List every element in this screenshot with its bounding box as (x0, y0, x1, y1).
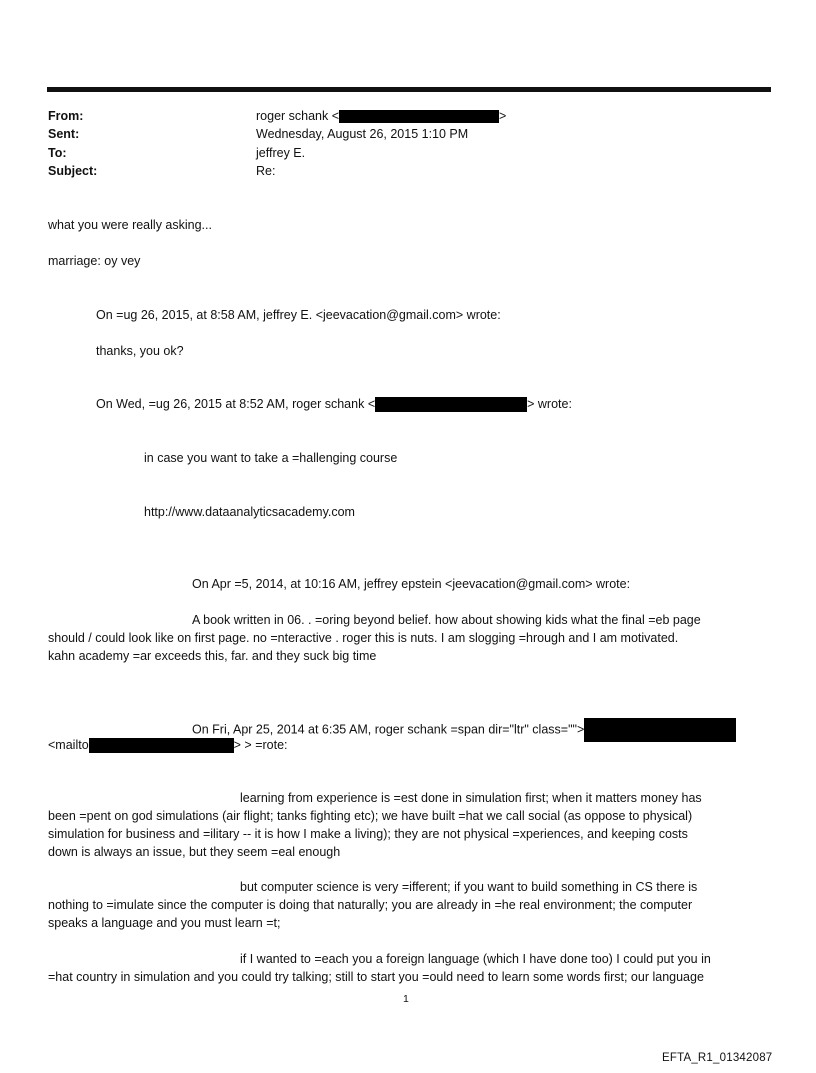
quote-link[interactable]: http://www.dataanalyticsacademy.com (144, 505, 355, 519)
quote-header-post: > wrote: (527, 397, 572, 411)
sent-value: Wednesday, August 26, 2015 1:10 PM (256, 127, 469, 141)
quote-text: thanks, you ok? (96, 344, 184, 358)
to-value: jeffrey E. (256, 146, 306, 160)
quote-header-pre: On Fri, Apr 25, 2014 at 6:35 AM, roger schank =span dir="ltr" class=""> (192, 722, 585, 737)
mailto-post: > > =rote: (233, 738, 288, 752)
quote-header (96, 395, 572, 413)
quote-header: On =ug 26, 2015, at 8:58 AM, jeffrey E. <jeevacation@gmail.com> wrote: (96, 308, 501, 322)
body-line: simulation for business and =ilitary -- it is how I make a living); they are not physical =xperiences, and keeping costs (48, 827, 688, 841)
body-line: been =pent on god simulations (air flight; tanks fighting etc); we have built =hat we call social (as oppose to physical) (48, 809, 693, 823)
subject-value: Re: (256, 164, 276, 178)
subject-label: Subject: (48, 164, 98, 178)
body-line: speaks a language and you must learn =t; (48, 916, 281, 930)
from-value (256, 107, 506, 125)
redaction-box (89, 738, 234, 753)
page-number: 1 (403, 993, 409, 1005)
redaction-box (584, 718, 736, 742)
body-line: marriage: oy vey (48, 254, 141, 268)
quote-text: in case you want to take a =hallenging course (144, 451, 398, 465)
body-line: learning from experience is =est done in simulation first; when it matters money has (240, 791, 702, 805)
from-name: roger schank < (256, 109, 340, 123)
body-line: down is always an issue, but they seem =eal enough (48, 845, 341, 859)
body-line: but computer science is very =ifferent; if you want to build something in CS there is (240, 880, 698, 894)
quote-mailto (48, 736, 288, 754)
quote-text: should / could look like on first page. no =nteractive . roger this is nuts. I am slogging =hrough and I am motivated. (48, 631, 679, 645)
body-line: if I wanted to =each you a foreign language (which I have done too) I could put you in (240, 952, 711, 966)
quote-header: On Apr =5, 2014, at 10:16 AM, jeffrey epstein <jeevacation@gmail.com> wrote: (192, 577, 631, 591)
body-line: what you were really asking... (48, 218, 212, 232)
body-line: nothing to =imulate since the computer is doing that naturally; you are already in =he real environment; the computer (48, 898, 693, 912)
quote-header-pre: On Wed, =ug 26, 2015 at 8:52 AM, roger schank < (96, 397, 376, 411)
to-label: To: (48, 146, 67, 160)
redaction-box (375, 397, 527, 412)
mailto-pre: <mailto (48, 738, 89, 752)
document-id: EFTA_R1_01342087 (662, 1052, 773, 1064)
sent-label: Sent: (48, 127, 80, 141)
from-tail: > (499, 109, 507, 123)
quote-text: kahn academy =ar exceeds this, far. and they suck big time (48, 649, 377, 663)
from-label: From: (48, 109, 84, 123)
redaction-box (339, 110, 499, 123)
body-line: =hat country in simulation and you could try talking; still to start you =ould need to learn some words first; our language (48, 970, 704, 984)
quote-text: A book written in 06. . =oring beyond belief. how about showing kids what the final =eb page (192, 613, 701, 627)
header-rule (47, 87, 771, 92)
